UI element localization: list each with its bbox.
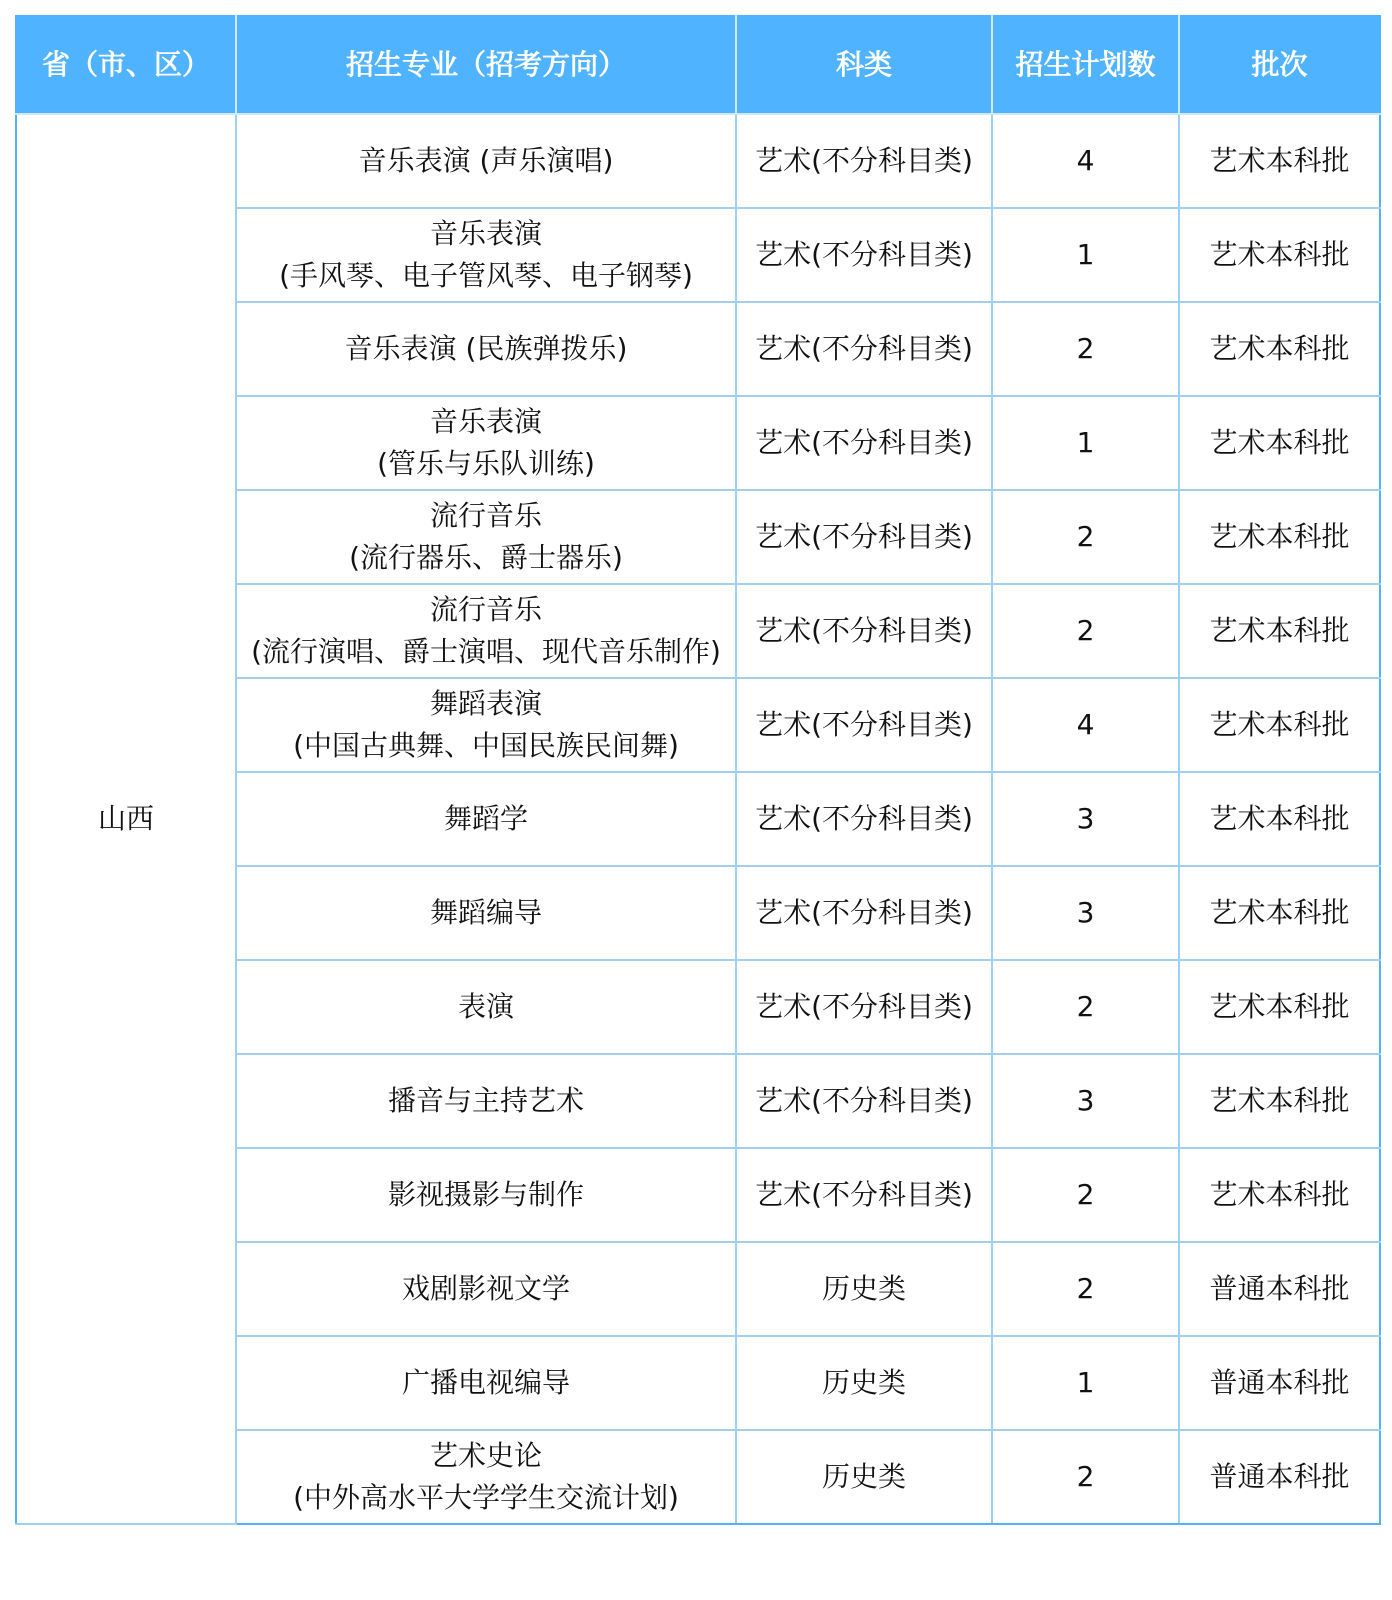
batch-cell: 普通本科批 [1179, 1430, 1380, 1524]
major-direction: (流行器乐、爵士器乐) [349, 541, 623, 574]
batch-cell: 艺术本科批 [1179, 678, 1380, 772]
batch-cell: 艺术本科批 [1179, 584, 1380, 678]
batch-cell: 艺术本科批 [1179, 114, 1380, 208]
major-name: 音乐表演 [429, 217, 542, 250]
major-name: 音乐表演 (声乐演唱) [358, 144, 614, 177]
batch-cell: 艺术本科批 [1179, 866, 1380, 960]
batch-cell: 艺术本科批 [1179, 1148, 1380, 1242]
plan-count-cell: 4 [992, 114, 1179, 208]
major-name: 播音与主持艺术 [387, 1084, 584, 1117]
major-name: 影视摄影与制作 [387, 1178, 584, 1211]
category-cell: 历史类 [736, 1336, 992, 1430]
category-cell: 艺术(不分科目类) [736, 114, 992, 208]
plan-count-cell: 4 [992, 678, 1179, 772]
category-cell: 艺术(不分科目类) [736, 396, 992, 490]
header-row [16, 16, 1380, 114]
category-cell: 艺术(不分科目类) [736, 490, 992, 584]
major-name: 流行音乐 [429, 593, 542, 626]
province-cell: 山西 [16, 114, 236, 1524]
major-direction: (中外高水平大学学生交流计划) [293, 1481, 679, 1514]
major-cell [236, 1054, 736, 1148]
major-cell [236, 1148, 736, 1242]
major-cell [236, 1336, 736, 1430]
plan-count-cell: 3 [992, 1054, 1179, 1148]
major-cell [236, 302, 736, 396]
plan-count-cell: 3 [992, 772, 1179, 866]
batch-cell: 普通本科批 [1179, 1242, 1380, 1336]
category-cell: 艺术(不分科目类) [736, 866, 992, 960]
plan-count-cell: 2 [992, 302, 1179, 396]
major-cell [236, 114, 736, 208]
header-category: 科类 [736, 16, 992, 114]
enrollment-plan-table [15, 15, 1381, 1525]
major-direction: (手风琴、电子管风琴、电子钢琴) [279, 259, 693, 292]
plan-count-cell: 1 [992, 208, 1179, 302]
batch-cell: 艺术本科批 [1179, 396, 1380, 490]
major-cell [236, 396, 736, 490]
category-cell: 艺术(不分科目类) [736, 1148, 992, 1242]
major-direction: (流行演唱、爵士演唱、现代音乐制作) [251, 635, 721, 668]
major-name: 舞蹈学 [443, 802, 528, 835]
major-name: 表演 [457, 990, 514, 1023]
plan-count-cell: 2 [992, 584, 1179, 678]
major-name: 音乐表演 [429, 405, 542, 438]
major-cell [236, 960, 736, 1054]
header-province: 省（市、区） [16, 16, 236, 114]
major-name: 艺术史论 [429, 1439, 542, 1472]
major-cell [236, 490, 736, 584]
category-cell: 艺术(不分科目类) [736, 302, 992, 396]
category-cell: 艺术(不分科目类) [736, 772, 992, 866]
plan-count-cell: 1 [992, 396, 1179, 490]
plan-count-cell: 3 [992, 866, 1179, 960]
major-cell [236, 584, 736, 678]
major-name: 舞蹈表演 [429, 687, 542, 720]
header-plan-count: 招生计划数 [992, 16, 1179, 114]
batch-cell: 艺术本科批 [1179, 490, 1380, 584]
category-cell: 艺术(不分科目类) [736, 584, 992, 678]
major-cell [236, 1430, 736, 1524]
major-name: 戏剧影视文学 [401, 1272, 570, 1305]
major-direction: (中国古典舞、中国民族民间舞) [293, 729, 679, 762]
header-batch: 批次 [1179, 16, 1380, 114]
header-major: 招生专业（招考方向） [236, 16, 736, 114]
batch-cell: 艺术本科批 [1179, 1054, 1380, 1148]
table-body [16, 114, 1380, 1524]
major-name: 舞蹈编导 [429, 896, 542, 929]
plan-count-cell: 2 [992, 490, 1179, 584]
category-cell: 艺术(不分科目类) [736, 678, 992, 772]
plan-count-cell: 2 [992, 960, 1179, 1054]
category-cell: 艺术(不分科目类) [736, 1054, 992, 1148]
major-name: 音乐表演 (民族弹拨乐) [344, 332, 628, 365]
batch-cell: 艺术本科批 [1179, 772, 1380, 866]
batch-cell: 艺术本科批 [1179, 302, 1380, 396]
plan-count-cell: 1 [992, 1336, 1179, 1430]
major-cell [236, 678, 736, 772]
plan-count-cell: 2 [992, 1148, 1179, 1242]
plan-count-cell: 2 [992, 1430, 1179, 1524]
table-header [16, 16, 1380, 114]
batch-cell: 艺术本科批 [1179, 960, 1380, 1054]
major-cell [236, 208, 736, 302]
major-cell [236, 1242, 736, 1336]
plan-count-cell: 2 [992, 1242, 1179, 1336]
category-cell: 历史类 [736, 1242, 992, 1336]
table-row [16, 114, 1380, 208]
major-cell [236, 866, 736, 960]
category-cell: 艺术(不分科目类) [736, 208, 992, 302]
category-cell: 艺术(不分科目类) [736, 960, 992, 1054]
major-cell [236, 772, 736, 866]
major-direction: (管乐与乐队训练) [377, 447, 595, 480]
major-name: 广播电视编导 [401, 1366, 570, 1399]
batch-cell: 艺术本科批 [1179, 208, 1380, 302]
batch-cell: 普通本科批 [1179, 1336, 1380, 1430]
category-cell: 历史类 [736, 1430, 992, 1524]
major-name: 流行音乐 [429, 499, 542, 532]
